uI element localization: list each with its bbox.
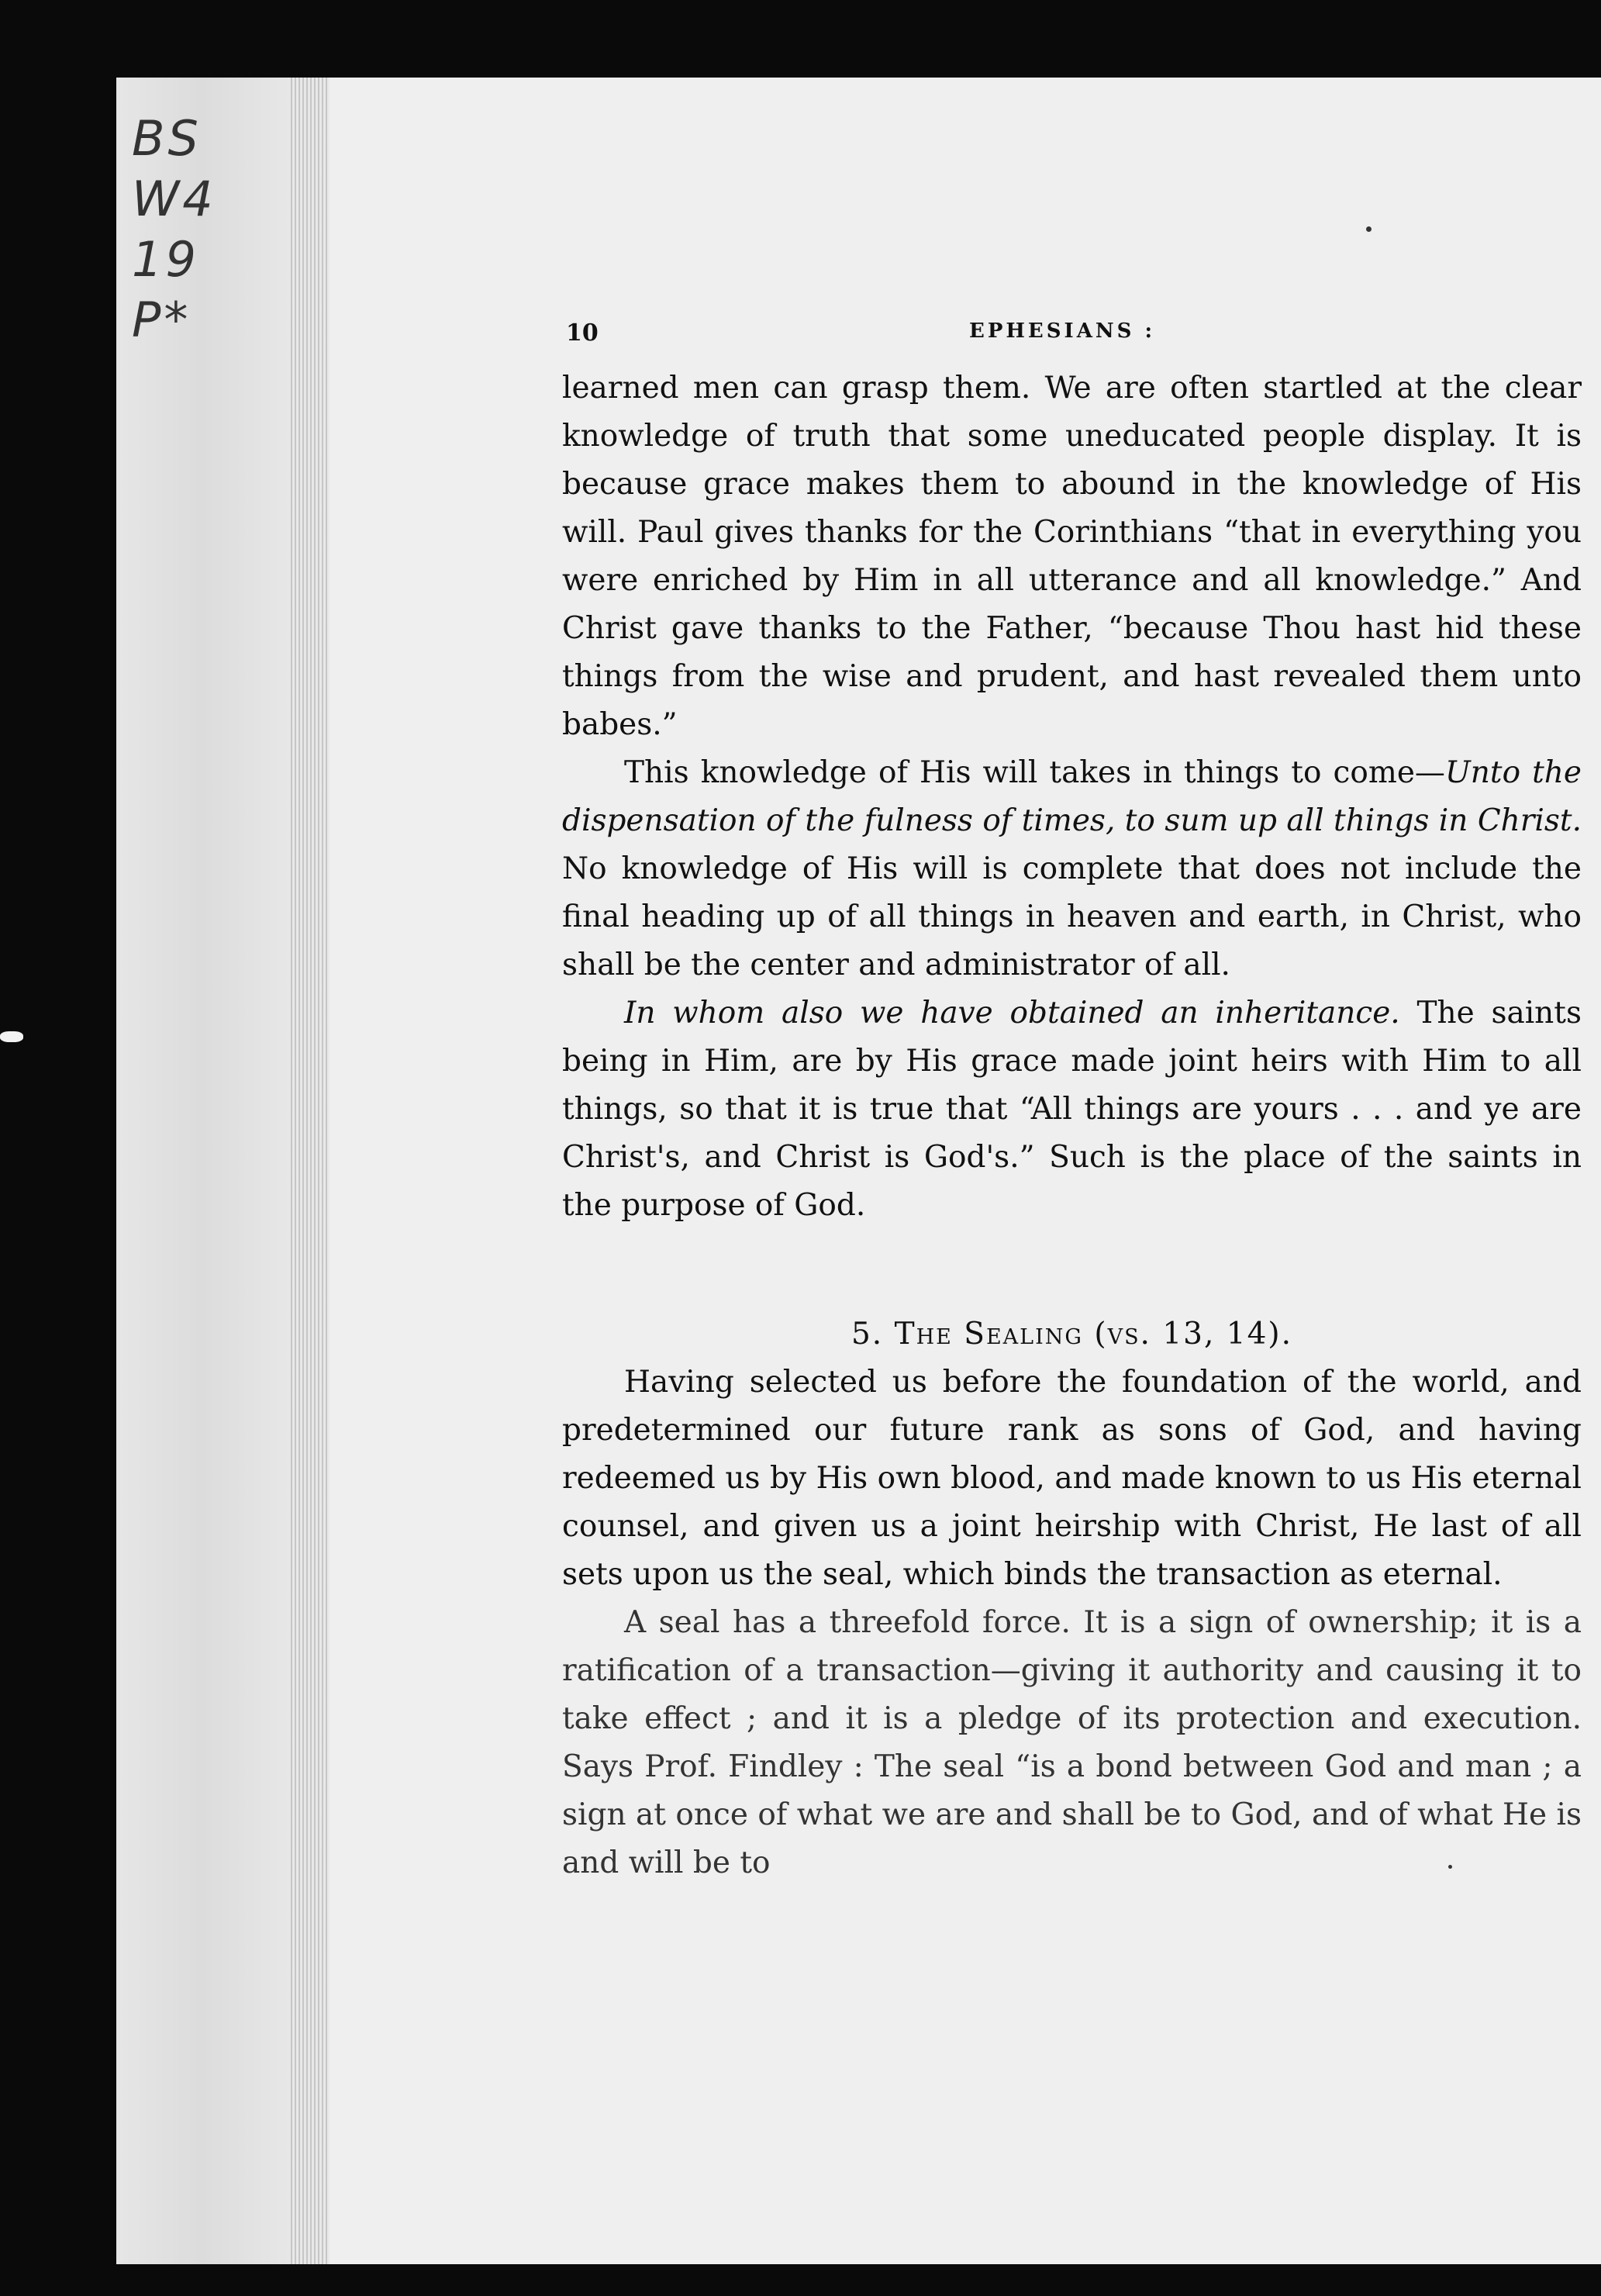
paragraph: learned men can grasp them. We are often startled at the clear knowledge of truth that some uneducated people display. It is because grace makes them to abound in the knowledge of His will. Paul gives thanks for the Corinthians “that in everything you were enriched by Him in all utterance and all knowledge.” And Christ gave thanks to the Father, “because Thou hast hid these things from the wise and prudent, and hast revealed them unto babes.” xyxy=(562,371,1582,742)
call-number-line: W4 xyxy=(132,171,216,227)
paragraph: Having selected us before the foundation of the world, and predetermined our future rank as sons of God, and having redeemed us by His own blood, and made known to us His eternal counsel, and given us a joint heirship with Christ, He last of all sets upon us the seal, which binds the transaction as eternal. xyxy=(562,1365,1582,1592)
call-number-line: BS xyxy=(132,110,202,167)
page-number: 10 xyxy=(566,319,599,347)
paragraph: A seal has a threefold force. It is a sign of ownership; it is a ratification of a transaction—giving it authority and causing it to take effect ; and it is a pledge of its protection and execution. Says Prof. Findley : The seal “is a bond between God and man ; a sign at once of what we are and shall be to God, and of what He is and will be to xyxy=(562,1605,1582,1880)
body-text xyxy=(562,364,1582,1230)
scripture-quote: In whom also we have obtained an inheritance. xyxy=(624,996,1400,1031)
running-head: EPHESIANS : xyxy=(969,319,1156,343)
paragraph: In whom also we have obtained an inheritance. The saints being in Him, are by His grace made joint heirs with Him to all things, so that it is true that “All things are yours . . . and ye are Christ's, and Christ is God's.” Such is the place of the saints in the purpose of God. xyxy=(562,996,1582,1223)
body-text-continued xyxy=(562,1310,1582,1887)
paragraph: This knowledge of His will takes in things to come—Unto the dispensation of the fulness of times, to sum up all things in Christ. No knowledge of His will is complete that does not include the final heading up of all things in heaven and earth, in Christ, who shall be the center and administrator of all. xyxy=(562,755,1582,982)
scan-speck xyxy=(0,1031,23,1042)
scan-speck xyxy=(1366,226,1372,232)
scripture-quote: Unto the dispensation of the fulness of times, to sum up all things in Christ. xyxy=(562,755,1582,838)
section-heading: 5. The Sealing (vs. 13, 14). xyxy=(851,1317,1293,1352)
call-number-line: 19 xyxy=(132,231,199,288)
handwritten-call-number xyxy=(132,109,216,350)
binding-gutter xyxy=(291,78,330,2264)
call-number-line: P* xyxy=(132,292,191,348)
